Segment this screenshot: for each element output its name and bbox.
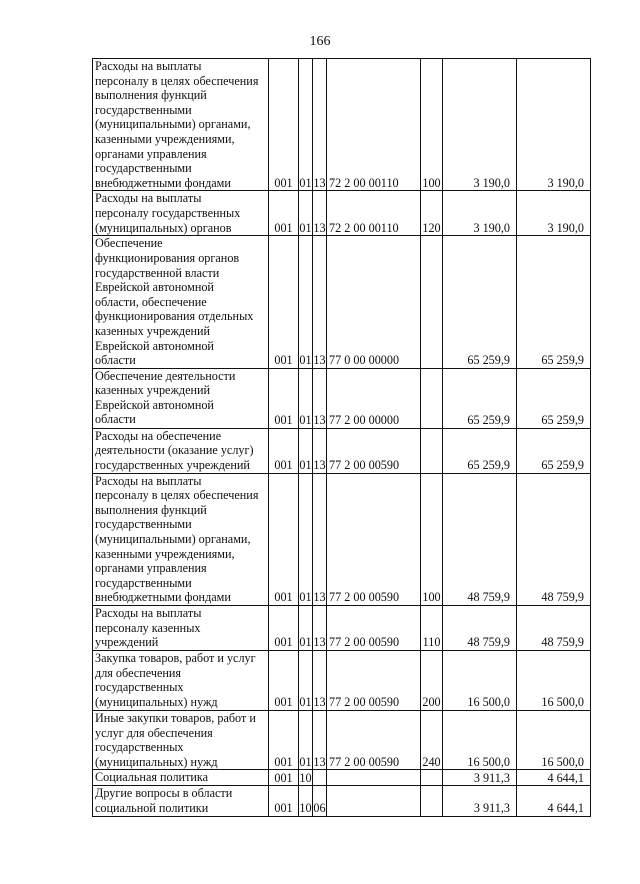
expense-name-cell: [93, 651, 269, 711]
ved-code-text: 001: [274, 770, 293, 785]
ved-code-text: 001: [274, 458, 293, 473]
section-code-cell: [299, 651, 313, 711]
expense-name-cell: [93, 191, 269, 236]
table-row: [93, 59, 591, 191]
target-article-text: 77 2 00 00590: [329, 458, 400, 473]
expense-type-cell: [421, 786, 443, 816]
amount-year1-cell: [443, 606, 517, 651]
amount-year1-text: 3 190,0: [473, 220, 510, 235]
expense-name-cell: [93, 770, 269, 786]
target-article-cell: [327, 473, 421, 605]
amount-year2-text: 48 759,9: [541, 590, 584, 605]
section-code-text: 01: [299, 413, 312, 428]
amount-year2-text: 65 259,9: [541, 413, 584, 428]
table-row: [93, 786, 591, 816]
expense-name-text: Расходы на выплаты персоналу в целях обеспечения выполнения функций государственными (муниципальными) органами, казенными учреждениями, органами управления государственными внебюджетными фондами: [95, 473, 259, 605]
ved-code-cell: [269, 606, 299, 651]
section-code-cell: [299, 786, 313, 816]
amount-year2-cell: [517, 770, 591, 786]
amount-year2-cell: [517, 606, 591, 651]
amount-year1-cell: [443, 191, 517, 236]
ved-code-cell: [269, 428, 299, 473]
ved-code-cell: [269, 651, 299, 711]
table-row: [93, 473, 591, 605]
target-article-text: 77 2 00 00590: [329, 590, 400, 605]
section-code-text: 10: [299, 801, 312, 815]
expense-type-cell: [421, 368, 443, 428]
page-number: 166: [309, 34, 331, 49]
expense-name-cell: [93, 368, 269, 428]
amount-year1-text: 65 259,9: [467, 353, 510, 368]
section-code-cell: [299, 606, 313, 651]
amount-year2-cell: [517, 368, 591, 428]
subsection-code-cell: [313, 368, 327, 428]
expense-name-cell: [93, 59, 269, 191]
table-row: [93, 428, 591, 473]
amount-year2-text: 4 644,1: [547, 770, 584, 785]
expense-name-cell: [93, 428, 269, 473]
expense-type-text: 100: [422, 175, 441, 190]
target-article-cell: [327, 770, 421, 786]
amount-year1-text: 65 259,9: [467, 413, 510, 428]
amount-year1-cell: [443, 368, 517, 428]
ved-code-text: 001: [274, 695, 293, 710]
expense-type-cell: [421, 59, 443, 191]
amount-year2-text: 48 759,9: [541, 635, 584, 650]
ved-code-text: 001: [274, 175, 293, 190]
expense-name-text: Расходы на выплаты персоналу государственных (муниципальных) органов: [95, 191, 241, 235]
section-code-cell: [299, 191, 313, 236]
section-code-text: 01: [299, 458, 312, 473]
ved-code-cell: [269, 770, 299, 786]
amount-year2-cell: [517, 59, 591, 191]
subsection-code-cell: [313, 59, 327, 191]
expense-name-text: Иные закупки товаров, работ и услуг для обеспечения государственных (муниципальных) нужд: [95, 711, 256, 769]
budget-table-body: [93, 59, 591, 817]
amount-year1-cell: [443, 473, 517, 605]
subsection-code-text: 13: [313, 695, 326, 710]
subsection-code-text: 13: [313, 175, 326, 190]
amount-year1-text: 16 500,0: [467, 754, 510, 769]
amount-year1-cell: [443, 236, 517, 368]
amount-year2-text: 16 500,0: [541, 695, 584, 710]
amount-year1-cell: [443, 651, 517, 711]
expense-type-text: 120: [422, 220, 441, 235]
ved-code-cell: [269, 236, 299, 368]
amount-year2-text: 3 190,0: [547, 220, 584, 235]
ved-code-text: 001: [274, 220, 293, 235]
amount-year2-cell: [517, 651, 591, 711]
subsection-code-cell: [313, 651, 327, 711]
amount-year2-text: 65 259,9: [541, 353, 584, 368]
section-code-cell: [299, 236, 313, 368]
target-article-cell: [327, 651, 421, 711]
subsection-code-text: 13: [313, 590, 326, 605]
target-article-text: 77 0 00 00000: [329, 353, 400, 368]
subsection-code-text: 13: [313, 754, 326, 769]
target-article-cell: [327, 191, 421, 236]
ved-code-text: 001: [274, 590, 293, 605]
amount-year1-text: 3 911,3: [473, 801, 510, 815]
amount-year2-cell: [517, 191, 591, 236]
expense-type-text: 240: [422, 754, 441, 769]
target-article-text: 72 2 00 00110: [329, 175, 399, 190]
ved-code-cell: [269, 59, 299, 191]
amount-year1-cell: [443, 428, 517, 473]
section-code-text: 10: [299, 770, 312, 785]
target-article-text: 77 2 00 00590: [329, 695, 400, 710]
section-code-cell: [299, 368, 313, 428]
ved-code-text: 001: [274, 413, 293, 428]
subsection-code-text: 13: [313, 635, 326, 650]
table-row: [93, 236, 591, 368]
amount-year2-cell: [517, 473, 591, 605]
expense-type-text: 100: [422, 590, 441, 605]
expense-name-text: Другие вопросы в области социальной политики: [95, 786, 233, 815]
amount-year2-text: 16 500,0: [541, 754, 584, 769]
section-code-text: 01: [299, 695, 312, 710]
ved-code-cell: [269, 368, 299, 428]
amount-year1-cell: [443, 59, 517, 191]
expense-type-text: 200: [422, 695, 441, 710]
amount-year1-text: 48 759,9: [467, 635, 510, 650]
target-article-text: 77 2 00 00590: [329, 754, 400, 769]
amount-year1-cell: [443, 786, 517, 816]
target-article-cell: [327, 606, 421, 651]
target-article-cell: [327, 428, 421, 473]
subsection-code-cell: [313, 770, 327, 786]
ved-code-text: 001: [274, 801, 293, 815]
target-article-cell: [327, 236, 421, 368]
subsection-code-text: 13: [313, 458, 326, 473]
budget-table: [92, 58, 591, 817]
amount-year1-text: 3 911,3: [473, 770, 510, 785]
target-article-text: 77 2 00 00000: [329, 413, 400, 428]
section-code-text: 01: [299, 353, 312, 368]
amount-year1-text: 48 759,9: [467, 590, 510, 605]
amount-year1-cell: [443, 711, 517, 770]
expense-name-cell: [93, 711, 269, 770]
ved-code-text: 001: [274, 353, 293, 368]
amount-year2-cell: [517, 786, 591, 816]
section-code-cell: [299, 770, 313, 786]
expense-type-cell: [421, 473, 443, 605]
expense-type-cell: [421, 191, 443, 236]
section-code-text: 01: [299, 590, 312, 605]
amount-year2-text: 65 259,9: [541, 458, 584, 473]
expense-type-cell: [421, 711, 443, 770]
expense-name-cell: [93, 606, 269, 651]
expense-type-cell: [421, 770, 443, 786]
expense-type-cell: [421, 606, 443, 651]
ved-code-text: 001: [274, 754, 293, 769]
target-article-cell: [327, 59, 421, 191]
target-article-cell: [327, 786, 421, 816]
expense-name-text: Обеспечение функционирования органов государственной власти Еврейской автономной области, обеспечение функционирования отдельных казенных учреждений Еврейской автономной области: [95, 236, 254, 368]
target-article-text: 72 2 00 00110: [329, 220, 399, 235]
section-code-text: 01: [299, 175, 312, 190]
section-code-cell: [299, 428, 313, 473]
section-code-text: 01: [299, 220, 312, 235]
subsection-code-text: 06: [313, 801, 326, 815]
amount-year2-text: 4 644,1: [547, 801, 584, 815]
subsection-code-cell: [313, 606, 327, 651]
subsection-code-text: 13: [313, 413, 326, 428]
section-code-cell: [299, 711, 313, 770]
expense-name-cell: [93, 473, 269, 605]
expense-type-text: 110: [422, 635, 441, 650]
section-code-text: 01: [299, 635, 312, 650]
ved-code-cell: [269, 191, 299, 236]
subsection-code-cell: [313, 236, 327, 368]
subsection-code-cell: [313, 711, 327, 770]
expense-name-text: Социальная политика: [95, 770, 209, 785]
table-row: [93, 191, 591, 236]
amount-year1-text: 65 259,9: [467, 458, 510, 473]
ved-code-cell: [269, 473, 299, 605]
expense-name-text: Закупка товаров, работ и услуг для обеспечения государственных (муниципальных) нужд: [95, 651, 256, 709]
ved-code-text: 001: [274, 635, 293, 650]
amount-year2-text: 3 190,0: [547, 175, 584, 190]
expense-name-text: Расходы на выплаты персоналу казенных учреждений: [95, 606, 202, 650]
amount-year1-cell: [443, 770, 517, 786]
expense-type-cell: [421, 236, 443, 368]
subsection-code-text: 13: [313, 220, 326, 235]
subsection-code-cell: [313, 428, 327, 473]
amount-year2-cell: [517, 236, 591, 368]
amount-year2-cell: [517, 711, 591, 770]
subsection-code-text: 13: [313, 353, 326, 368]
table-row: [93, 606, 591, 651]
section-code-text: 01: [299, 754, 312, 769]
table-row: [93, 711, 591, 770]
expense-name-text: Обеспечение деятельности казенных учреждений Еврейской автономной области: [95, 368, 236, 427]
expense-type-cell: [421, 428, 443, 473]
section-code-cell: [299, 473, 313, 605]
subsection-code-cell: [313, 191, 327, 236]
expense-name-text: Расходы на обеспечение деятельности (оказание услуг) государственных учреждений: [95, 428, 254, 472]
target-article-cell: [327, 711, 421, 770]
ved-code-cell: [269, 711, 299, 770]
table-row: [93, 368, 591, 428]
table-row: [93, 770, 591, 786]
amount-year1-text: 3 190,0: [473, 175, 510, 190]
expense-name-cell: [93, 236, 269, 368]
ved-code-cell: [269, 786, 299, 816]
subsection-code-cell: [313, 786, 327, 816]
subsection-code-cell: [313, 473, 327, 605]
target-article-text: 77 2 00 00590: [329, 635, 400, 650]
amount-year2-cell: [517, 428, 591, 473]
table-row: [93, 651, 591, 711]
amount-year1-text: 16 500,0: [467, 695, 510, 710]
expense-type-cell: [421, 651, 443, 711]
target-article-cell: [327, 368, 421, 428]
section-code-cell: [299, 59, 313, 191]
expense-name-text: Расходы на выплаты персоналу в целях обеспечения выполнения функций государственными (муниципальными) органами, казенными учреждениями, органами управления государственными внебюджетными фондами: [95, 59, 259, 190]
expense-name-cell: [93, 786, 269, 816]
